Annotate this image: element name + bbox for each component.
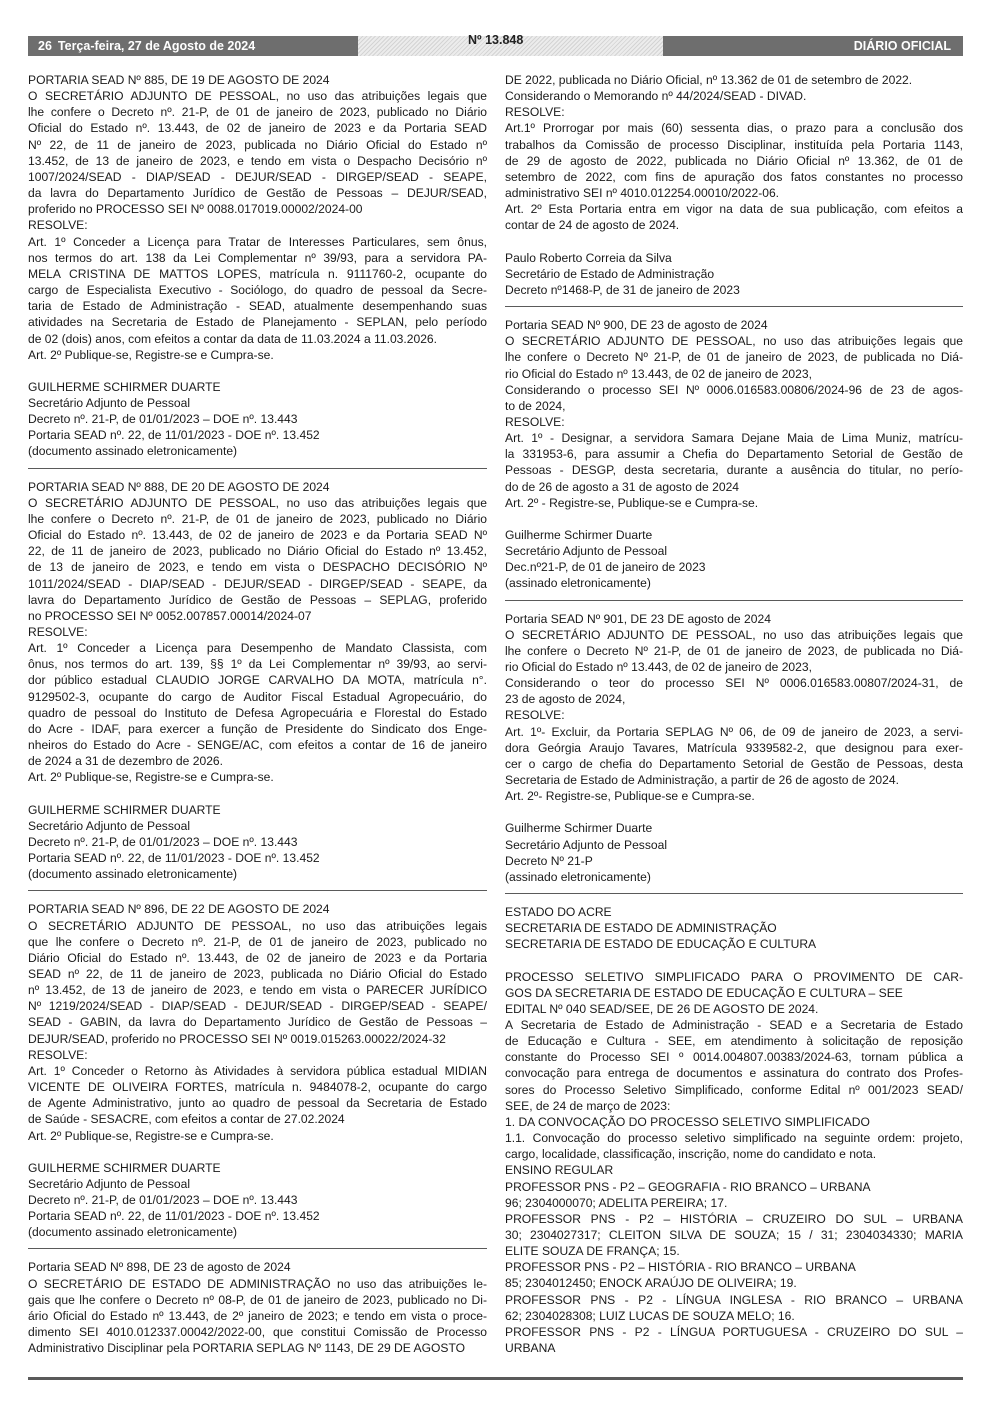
section-divider xyxy=(28,468,487,469)
text-line: Portaria SEAD nº. 22, de 11/01/2023 - DOE nº. 13.452 xyxy=(28,428,320,443)
text-line: Considerando o teor do processo SEI Nº 0006.016583.00807/2024-31, de xyxy=(505,676,963,691)
text-line: Art. 2º Publique-se, Registre-se e Cumpra-se. xyxy=(28,1128,274,1143)
text-line: A Secretaria de Estado de Administração - SEAD e a Secretaria de Estado xyxy=(505,1017,963,1032)
text-line: Art. 1º Conceder a Licença para Tratar de Interesses Particulares, sem ônus, xyxy=(28,234,487,249)
text-line: Oficial do Estado nº. 13.443, de 02 de janeiro de 2023 e da Portaria SEAD Nº xyxy=(28,528,487,543)
text-line: Nº 1219/2024/SEAD - DIAP/SEAD - DEJUR/SEAD - DIRGEP/SEAD - SEAPE/ xyxy=(28,999,487,1014)
text-line: que lhe confere o Decreto nº. 21-P, de 01 de janeiro de 2023, publicado no xyxy=(28,934,487,949)
text-line: Decreto nº. 21-P, de 01/01/2023 – DOE nº. 13.443 xyxy=(28,834,298,849)
right-column xyxy=(505,72,963,1356)
text-line: 96; 2304000070; ADELITA PEREIRA; 17. xyxy=(505,1195,728,1210)
text-line: RESOLVE: xyxy=(28,1047,88,1062)
text-line: constante do Processo SEI º 0014.004807.00383/2024-63, tornam pública a xyxy=(505,1050,963,1065)
section-divider xyxy=(28,1248,487,1249)
text-line: Administrativo Disciplinar pela PORTARIA SEPLAG Nº 1143, DE 29 DE AGOSTO xyxy=(28,1341,466,1356)
text-line: PROCESSO SELETIVO SIMPLIFICADO PARA O PROVIMENTO DE CAR- xyxy=(505,969,963,984)
text-line: 1. DA CONVOCAÇÃO DO PROCESSO SELETIVO SIMPLIFICADO xyxy=(505,1114,870,1129)
text-line: Considerando o processo SEI Nº 0006.016583.00806/2024-96 de 23 de agos- xyxy=(505,382,963,397)
text-line: rio Oficial do Estado nº 13.443, de 02 de janeiro de 2023, xyxy=(505,660,812,674)
text-line: SECRETARIA DE ESTADO DE ADMINISTRAÇÃO xyxy=(505,921,777,936)
text-line: ário Oficial do Estado nº 13.443, de 2º janeiro de 2023; e tendo em vista o proce- xyxy=(28,1308,487,1323)
text-line: 1011/2024/SEAD - DIAP/SEAD - DEJUR/SEAD - DIRGEP/SEAD - SEAPE, da xyxy=(28,576,487,591)
text-line: cargo de Especialista Executivo - Sociólogo, do quadro de pessoal da Secre- xyxy=(28,283,487,298)
text-line: do Acre - IDAF, para exercer a função de Presidente do Sindicato dos Enge- xyxy=(28,721,487,736)
text-line: RESOLVE: xyxy=(28,625,88,639)
portaria-898 xyxy=(28,1259,487,1356)
text-line: SEE, de 24 de março de 2023: xyxy=(505,1098,671,1113)
text-line: URBANA xyxy=(505,1341,556,1356)
section-divider xyxy=(505,893,963,894)
text-line: to de 2024, xyxy=(505,398,566,413)
text-line: lhe confere o Decreto Nº 21-P, de 01 de janeiro de 2023, de publicada no Diá- xyxy=(505,350,963,365)
text-line: cer o cargo de chefia do Departamento Setorial de Gestão de Pessoas, desta xyxy=(505,756,963,771)
text-line: PORTARIA SEAD Nº 885, DE 19 DE AGOSTO DE 2024 xyxy=(28,73,330,87)
text-line: PROFESSOR PNS - P2 - LÍNGUA PORTUGUESA - CRUZEIRO DO SUL – xyxy=(505,1324,963,1339)
text-line: convocação para entrega de documentos e assinatura do contrato dos Profes- xyxy=(505,1066,963,1081)
text-line: contar de 24 de agosto de 2024. xyxy=(505,218,680,233)
text-line: proferido no PROCESSO SEI Nº 0088.017019.00002/2024-00 xyxy=(28,202,363,217)
text-line: Secretário Adjunto de Pessoal xyxy=(505,837,668,852)
text-line: nos termos do art. 138 da Lei Complementar nº 39/93, para a servidora PA- xyxy=(28,250,487,265)
text-line: de Saúde - SESACRE, com efeitos a contar de 27.02.2024 xyxy=(28,1112,345,1127)
text-line: ESTADO DO ACRE xyxy=(505,905,612,920)
text-line: Secretário Adjunto de Pessoal xyxy=(505,544,668,559)
portaria-896-signature xyxy=(28,1160,487,1241)
text-line: Guilherme Schirmer Duarte xyxy=(505,527,653,542)
text-line: 9129502-3, ocupante do cargo de Auditor Fiscal Estadual Agropecuário, do xyxy=(28,689,487,704)
section-divider xyxy=(28,890,487,891)
text-line: Art.1º Prorrogar por mais (60) sessenta dias, o prazo para a conclusão dos xyxy=(505,121,963,136)
text-line: O SECRETÁRIO ADJUNTO DE PESSOAL, no uso das atribuições legais que xyxy=(505,627,963,642)
text-line: Secretário de Estado de Administração xyxy=(505,266,715,281)
text-line: SECRETARIA DE ESTADO DE EDUCAÇÃO E CULTURA xyxy=(505,937,817,952)
text-line: lhe confere o Decreto nº. 21-P, de 01 de janeiro de 2023, publicado no Diário xyxy=(28,105,487,120)
text-line: 23 de agosto de 2024, xyxy=(505,692,626,707)
text-line: ENSINO REGULAR xyxy=(505,1163,614,1178)
text-line: gais que lhe confere o Decreto nº 08-P, de 01 de janeiro de 2023, publicado no Di- xyxy=(28,1292,487,1307)
text-line: PROFESSOR PNS - P2 – GEOGRAFIA - RIO BRANCO – URBANA xyxy=(505,1179,871,1194)
text-line: Diário Oficial do Estado nº. 13.443, de 02 de janeiro de 2023 e da Portaria xyxy=(28,950,487,965)
text-line: SEAD - GABIN, da lavra do Departamento Jurídico de Gestão de Pessoas – xyxy=(28,1015,487,1030)
text-line: Art. 1º - Designar, a servidora Samara Dejane Maia de Lima Muniz, matrícu- xyxy=(505,431,963,446)
text-line: quadro de pessoal do Instituto de Defesa Agropecuária e Florestal do Estado xyxy=(28,705,487,720)
text-line: (documento assinado eletronicamente) xyxy=(28,444,238,459)
text-line: 1.1. Convocação do processo seletivo simplificado na seguinte ordem: projeto, xyxy=(505,1131,963,1146)
text-line: O SECRETÁRIO ADJUNTO DE PESSOAL, no uso das atribuições legais que xyxy=(28,495,487,510)
text-line: EDITAL Nº 040 SEAD/SEE, DE 26 DE AGOSTO DE 2024. xyxy=(505,1001,819,1016)
text-line: Guilherme Schirmer Duarte xyxy=(505,821,653,836)
text-line: 1007/2024/SEAD - DIAP/SEAD - DEJUR/SEAD - DIRGEP/SEAD - SEAPE, xyxy=(28,169,487,184)
text-line: RESOLVE: xyxy=(505,414,565,429)
edital-040 xyxy=(505,969,963,1357)
text-line: Considerando o Memorando nº 44/2024/SEAD - DIVAD. xyxy=(505,89,807,104)
portaria-900 xyxy=(505,317,963,511)
text-line: de Educação e Cultura - SEE, em atendimento à solicitação de reposição xyxy=(505,1034,963,1049)
text-line: SEAD nº 22, de 11 de janeiro de 2023, publicada no Diário Oficial do Estado xyxy=(28,966,487,981)
text-line: dora Geórgia Araujo Tavares, Matrícula 9339582-2, que designou para exer- xyxy=(505,740,963,755)
issue-number: Nº 13.848 xyxy=(468,33,524,47)
text-line: lavra do Departamento Jurídico de Gestão de Pessoas – SEPLAG, proferido xyxy=(28,592,487,607)
portaria-898-continued xyxy=(505,72,963,234)
text-line: de Agente Administrativo, junto ao quadro de pessoal da Secretaria de Estado xyxy=(28,1096,487,1111)
text-line: rio Oficial do Estado nº 13.443, de 02 de janeiro de 2023, xyxy=(505,366,812,381)
page-header xyxy=(28,33,963,56)
text-line: Art. 2º Publique-se, Registre-se e Cumpra-se. xyxy=(28,770,274,785)
text-line: ELITE SOUZA DE FRANÇA; 15. xyxy=(505,1244,680,1259)
text-line: GUILHERME SCHIRMER DUARTE xyxy=(28,379,221,394)
text-line: ônus, nos termos do art. 139, §§ 1º da Lei Complementar nº 39/93, ao servi- xyxy=(28,657,487,672)
text-line: RESOLVE: xyxy=(505,105,565,120)
text-line: dor público estadual CLAUDIO JORGE CARVALHO DA MOTA, matrícula n°. xyxy=(28,673,487,688)
text-line: (assinado eletronicamente) xyxy=(505,576,651,591)
text-line: GUILHERME SCHIRMER DUARTE xyxy=(28,1160,221,1175)
text-line: Portaria SEAD nº. 22, de 11/01/2023 - DOE nº. 13.452 xyxy=(28,1209,320,1224)
text-line: Decreto nº1468-P, de 31 de janeiro de 2023 xyxy=(505,282,740,297)
text-line: O SECRETÁRIO ADJUNTO DE PESSOAL, no uso das atribuições legais que xyxy=(505,334,963,349)
bottom-rule xyxy=(28,1377,963,1380)
text-line: Portaria SEAD nº. 22, de 11/01/2023 - DOE nº. 13.452 xyxy=(28,851,320,866)
text-line: no PROCESSO SEI Nº 0052.007857.00014/2024-07 xyxy=(28,608,312,623)
text-line: de 29 de agosto de 2022, publicada no Diário Oficial nº 13.362, de 01 de xyxy=(505,153,963,168)
text-line: O SECRETÁRIO ADJUNTO DE PESSOAL, no uso das atribuições legais xyxy=(28,918,487,933)
text-line: (documento assinado eletronicamente) xyxy=(28,867,238,882)
text-line: Paulo Roberto Correia da Silva xyxy=(505,250,672,265)
text-line: Art. 2º - Registre-se, Publique-se e Cumpra-se. xyxy=(505,495,759,510)
text-line: de 2024 a 31 de dezembro de 2026. xyxy=(28,754,223,769)
text-line: da lavra do Departamento Jurídico de Gestão de Pessoas – DEJUR/SEAD, xyxy=(28,186,487,201)
portaria-896 xyxy=(28,901,487,1143)
text-line: cargo, localidade, classificação, inscrição, nome do candidato e nota. xyxy=(505,1147,877,1162)
text-line: Art. 2º Esta Portaria entra em vigor na data de sua publicação, com efeitos a xyxy=(505,202,963,217)
text-line: DE 2022, publicada no Diário Oficial, nº 13.362 de 01 de setembro de 2022. xyxy=(505,73,913,87)
text-line: MELA CRISTINA DE MATTOS LOPES, matrícula n. 9111760-2, ocupante do xyxy=(28,266,487,281)
text-line: dimento SEI 4010.012337.00042/2022-00, que constitui Comissão de Processo xyxy=(28,1325,487,1340)
text-line: Oficial do Estado nº. 13.443, de 02 de janeiro de 2023 e da Portaria SEAD xyxy=(28,121,487,136)
text-line: RESOLVE: xyxy=(505,708,565,723)
text-line: O SECRETÁRIO DE ESTADO DE ADMINISTRAÇÃO no uso das atribuições le- xyxy=(28,1276,487,1291)
text-line: Decreto nº. 21-P, de 01/01/2023 – DOE nº. 13.443 xyxy=(28,412,298,427)
publication-title: DIÁRIO OFICIAL xyxy=(663,36,963,56)
text-line: nheiros do Estado do Acre - SENGE/AC, com efeitos a contar de 16 de janeiro xyxy=(28,738,487,753)
text-line: 30; 2304027317; CLEITON SILVA DE SOUZA; 15 / 31; 2304034330; MARIA xyxy=(505,1228,963,1242)
text-line: Art. 1º Conceder a Licença para Desempenho de Mandato Classista, com xyxy=(28,641,487,656)
text-line: setembro de 2022, com fins de apuração dos fatos constantes no processo xyxy=(505,169,963,184)
text-line: Secretário Adjunto de Pessoal xyxy=(28,818,191,833)
text-line: Decreto nº. 21-P, de 01/01/2023 – DOE nº. 13.443 xyxy=(28,1193,298,1207)
text-line: taria de Estado de Administração - SEAD, atualmente desempenhando suas xyxy=(28,299,487,314)
page-number: 26 xyxy=(38,39,52,53)
portaria-888-signature xyxy=(28,802,487,883)
text-line: PROFESSOR PNS - P2 - LÍNGUA INGLESA - RIO BRANCO – URBANA xyxy=(505,1292,963,1307)
text-line: Portaria SEAD Nº 900, DE 23 de agosto de 2024 xyxy=(505,318,768,333)
header-date-bar xyxy=(28,36,358,56)
text-line: Art. 1º- Excluir, da Portaria SEPLAG Nº 06, de 09 de janeiro de 2023, a servi- xyxy=(505,724,963,739)
text-line: nº 13.452, de 13 de janeiro de 2023, e tendo em vista o PARECER JURÍDICO xyxy=(28,983,487,998)
left-column xyxy=(28,72,487,1356)
text-line: Art. 2º Publique-se, Registre-se e Cumpra-se. xyxy=(28,347,274,362)
section-divider xyxy=(505,600,963,601)
text-line: de 02 (dois) anos, com efeitos a contar da data de 11.03.2024 a 11.03.2026. xyxy=(28,331,438,346)
text-line: VICENTE DE OLIVEIRA FORTES, matrícula n. 9484078-2, ocupante do cargo xyxy=(28,1080,487,1095)
text-line: Decreto Nº 21-P xyxy=(505,853,593,868)
text-line: lhe confere o Decreto Nº 21-P, de 01 de janeiro de 2023, de publicada no Diá- xyxy=(505,643,963,658)
portaria-885-signature xyxy=(28,379,487,460)
text-line: RESOLVE: xyxy=(28,218,88,233)
text-line: (documento assinado eletronicamente) xyxy=(28,1225,238,1240)
text-line: Portaria SEAD Nº 901, DE 23 DE agosto de 2024 xyxy=(505,611,771,626)
text-line: Secretaria de Estado de Administração, a partir de 26 de agosto de 2024. xyxy=(505,773,899,788)
text-line: administrativo SEI nº 4010.012254.00010/2022-06. xyxy=(505,186,780,201)
text-line: O SECRETÁRIO ADJUNTO DE PESSOAL, no uso das atribuições legais que xyxy=(28,89,487,104)
text-line: atividades na Secretaria de Estado de Planejamento - SEPLAN, pelo período xyxy=(28,315,487,330)
edital-header xyxy=(505,904,963,952)
text-line: de 13 de janeiro de 2023, e tendo em vista o DESPACHO DECISÓRIO Nº xyxy=(28,560,487,575)
text-line: do de 26 de agosto a 31 de agosto de 2024 xyxy=(505,479,740,494)
text-line: Dec.nº21-P, de 01 de janeiro de 2023 xyxy=(505,560,706,575)
text-line: PORTARIA SEAD Nº 888, DE 20 DE AGOSTO DE 2024 xyxy=(28,479,330,494)
issue-date: Terça-feira, 27 de Agosto de 2024 xyxy=(57,39,256,53)
text-line: Art. 2º- Registre-se, Publique-se e Cumpra-se. xyxy=(505,789,755,804)
text-line: sores do Processo Seletivo Simplificado, conforme Edital nº 001/2023 SEAD/ xyxy=(505,1082,963,1097)
text-line: 13.452, de 13 de janeiro de 2023, e tendo em vista o Despacho Decisório nº xyxy=(28,153,487,168)
text-line: GUILHERME SCHIRMER DUARTE xyxy=(28,802,221,817)
text-line: GOS DA SECRETARIA DE ESTADO DE EDUCAÇÃO E CULTURA – SEE xyxy=(505,985,903,1000)
text-line: 85; 2304012450; ENOCK ARAÚJO DE OLIVEIRA; 19. xyxy=(505,1276,797,1291)
portaria-885 xyxy=(28,72,487,363)
text-line: Secretário Adjunto de Pessoal xyxy=(28,1176,191,1191)
text-line: Nº 22, de 11 de janeiro de 2023, publicada no Diário Oficial do Estado nº xyxy=(28,137,487,152)
text-line: 62; 2304028308; LUIZ LUCAS DE SOUZA MELO; 16. xyxy=(505,1308,795,1323)
text-line: la 331953-6, para assumir a Chefia do Departamento Setorial de Gestão de xyxy=(505,447,963,462)
text-line: 22, de 11 de janeiro de 2023, publicado no Diário Oficial do Estado nº 13.452, xyxy=(28,544,487,559)
text-line: Art. 1º Conceder o Retorno às Atividades à servidora pública estadual MIDIAN xyxy=(28,1063,487,1078)
text-line: trabalhos da Comissão de processo Disciplinar, instituída pela Portaria 1143, xyxy=(505,137,963,152)
text-line: PORTARIA SEAD Nº 896, DE 22 DE AGOSTO DE 2024 xyxy=(28,902,330,917)
text-line: Portaria SEAD Nº 898, DE 23 de agosto de 2024 xyxy=(28,1260,291,1275)
text-line: Secretário Adjunto de Pessoal xyxy=(28,395,191,410)
portaria-901 xyxy=(505,611,963,805)
text-line: (assinado eletronicamente) xyxy=(505,869,651,884)
portaria-898-signature xyxy=(505,250,963,298)
text-line: DEJUR/SEAD, proferido no PROCESSO SEI Nº 0019.015263.00022/2024-32 xyxy=(28,1031,446,1046)
portaria-901-signature xyxy=(505,820,963,885)
text-line: Pessoas - DESGP, desta secretaria, durante a ausência do titular, no perío- xyxy=(505,463,963,478)
section-divider xyxy=(505,306,963,307)
portaria-888 xyxy=(28,479,487,786)
text-line: PROFESSOR PNS - P2 – HISTÓRIA – CRUZEIRO DO SUL – URBANA xyxy=(505,1211,963,1226)
text-line: PROFESSOR PNS - P2 – HISTÓRIA - RIO BRANCO – URBANA xyxy=(505,1260,856,1275)
portaria-900-signature xyxy=(505,527,963,592)
text-line: lhe confere o Decreto nº. 21-P, de 01 de janeiro de 2023, publicado no Diário xyxy=(28,511,487,526)
